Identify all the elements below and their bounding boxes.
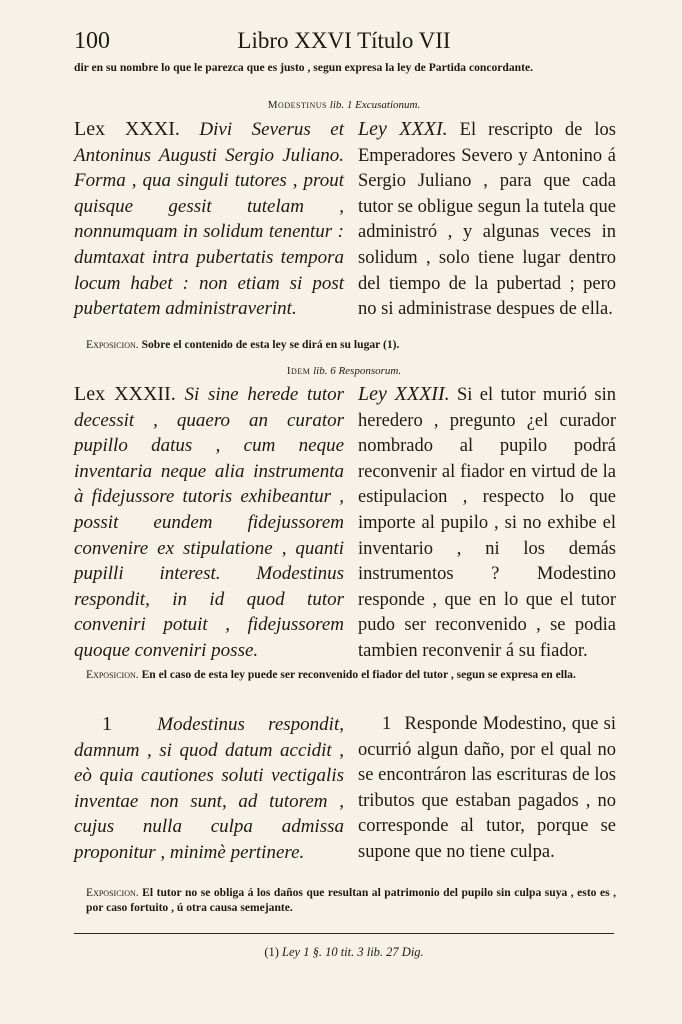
exposicion-label: Exposicion. (86, 668, 139, 681)
exposicion-label: Exposicion. (86, 338, 139, 351)
exposicion-32-1 (86, 885, 616, 915)
spanish-paragraph-number: 1 (382, 714, 392, 734)
source-author: Idem (286, 365, 311, 377)
running-header (74, 28, 614, 58)
latin-heading: Lex XXXII. (74, 383, 176, 405)
latin-body: Divi Severus et Antoninus Augusti Sergio Juliano. Forma , qua singuli tutores , prout quisque gessit tutelam , nonnumquam in solidum tenentur : dumtaxat intra pubertatis tempora locum habet : non etiam si post pubertatem administraverint. (74, 119, 345, 320)
spanish-body: Si el tutor murió sin heredero , pregunto ¿el curador nombrado al pupilo podrá reconvenir al fiador en virtud de la estipulacion , respecto lo que importe al pupilo , si no exhibe el inventario , ni los demás instrumentos ? Modestino responde , que en lo que el tutor pudo ser reconvenido , se podia tambien reconvenir á su fiador. (358, 385, 617, 661)
exposicion-label: Exposicion. (86, 886, 139, 899)
exposicion-text: Sobre el contenido de esta ley se dirá en su lugar (1). (141, 338, 400, 351)
latin-text-32 (74, 382, 344, 664)
latin-body: Modestinus respondit, damnum , si quod datum accidit , eò quia cautiones soluti vectigalis inventae non sunt, ad tutorem , cujus nulla culpa admissa proponitur , minimè pertinere. (74, 714, 344, 863)
source-ref: lib. 6 Responsorum. (313, 365, 402, 377)
spanish-text-32-1 (358, 712, 616, 866)
intro-paragraph: dir en su nombre lo que le parezca que es justo , segun expresa la ley de Partida concordante. (74, 61, 534, 74)
footnote-marker: (1) (264, 945, 279, 959)
source-citation-31 (74, 99, 614, 111)
spanish-heading: Ley XXXI. (358, 118, 448, 140)
exposicion-text: En el caso de esta ley puede ser reconvenido el fiador del tutor , segun se expresa en ella. (141, 668, 576, 681)
spanish-heading: Ley XXXII. (358, 383, 450, 405)
latin-text-31 (74, 117, 344, 322)
source-citation-32 (74, 365, 614, 377)
spanish-text-31 (358, 117, 616, 323)
spanish-body: Responde Modestino, que si ocurrió algun daño, por el qual no se encontráron las escrituras de los tributos que estaban pagados , no corresponde al tutor, porque se supone que no tiene culpa. (358, 714, 617, 862)
spanish-body: El rescripto de los Emperadores Severo y Antonino á Sergio Juliano , para que cada tutor se obligue segun la tutela que administró , y algunas veces in solidum , solo tiene lugar dentro del tiempo de la pubertad ; pero no si administrase despues de ella. (358, 120, 617, 320)
exposicion-text: El tutor no se obliga á los daños que resultan al patrimonio del pupilo sin culpa suya , esto es , por caso fortuito , ú otra causa semejante. (86, 886, 617, 914)
footnote-text: Ley 1 §. 10 tit. 3 lib. 27 Dig. (282, 945, 424, 959)
footnote-divider (74, 933, 614, 934)
page-number: 100 (74, 28, 110, 54)
latin-body: Si sine herede tutor decessit , quaero an curator pupillo datus , cum neque inventaria neque alia instrumenta à fidejussore tutoris exhibeantur , possit eundem fidejussorem convenire ex stipulatione , quanti pupilli interest. Modestinus respondit, in id quod tutor conveniri potuit , fidejussorem quoque conveniri posse. (74, 384, 344, 661)
latin-heading: Lex XXXI. (74, 118, 180, 140)
latin-paragraph-number: 1 (102, 713, 112, 735)
running-title: Libro XXVI Título VII (237, 28, 451, 53)
footnote (74, 945, 614, 960)
exposicion-32 (86, 667, 616, 682)
source-author: Modestinus (267, 99, 328, 111)
latin-text-32-1 (74, 712, 344, 866)
source-ref: lib. 1 Excusationum. (329, 99, 421, 111)
spanish-text-32 (358, 382, 616, 665)
exposicion-31 (86, 337, 616, 352)
